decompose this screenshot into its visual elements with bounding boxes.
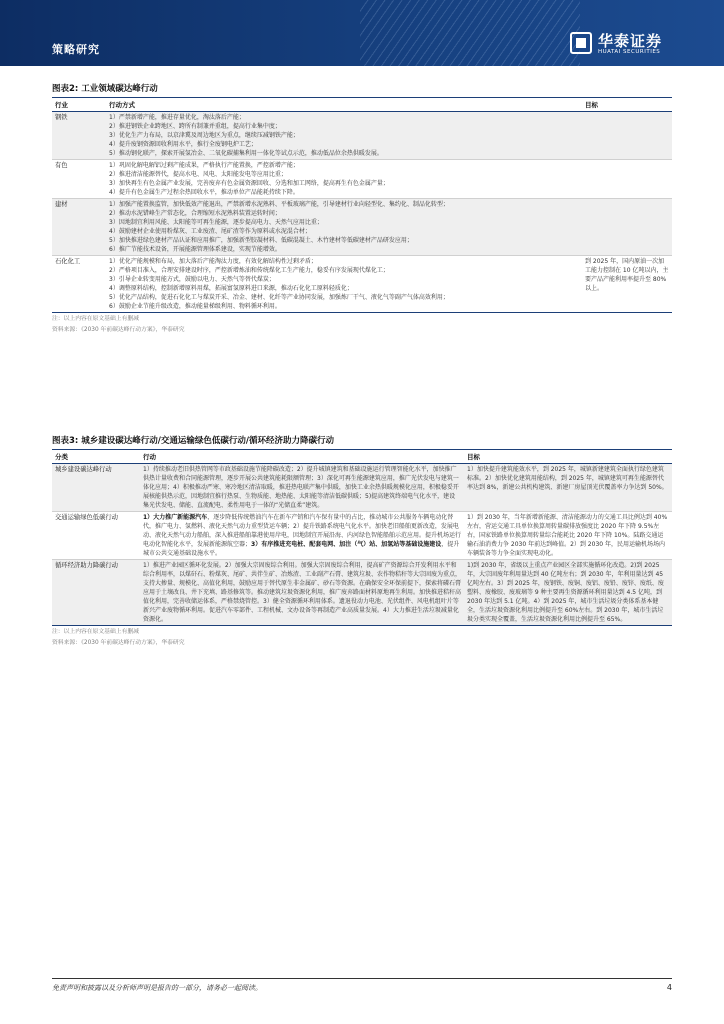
col-header-industry: 行业 xyxy=(52,98,106,112)
table-bottom-rule xyxy=(52,625,672,626)
col-header-goal: 目标 xyxy=(464,450,672,464)
goal-cell: 1）到 2030 年，当年新增新能源、清洁能源动力的交通工具比例达到 40%左右，营运交通工具单位换算周转量碳排放强度比 2020 年下降 9.5%左右，国家铁路单位换算周转量综合能耗比 2020 年下降 10%。陆路交通运输石油消费力争 2030 年前达到峰值。2）到 2030 年，民用运输机场场内车辆装备等力争全面实现电动化。 xyxy=(464,512,672,560)
goal-cell xyxy=(582,199,672,256)
figure-2-title: 图表2: 工业领域碳达峰行动 xyxy=(52,82,672,98)
action-line: 1）加强产能置换监管，加快低效产能退出，严禁新增水泥熟料、平板玻璃产能，引导建材行业向轻型化、集约化、制品化转型； xyxy=(109,201,449,208)
action-text: ，逐步降低传统燃油汽车在新车产销和汽车保有量中的占比，推动城市公共服务车辆电动化替代，推广电力、氢燃料、液化天然气动力重型货运车辆；2）提升铁路系统电气化水平。加快老旧船舶更新改造，发展电动、液化天然气动力船舶，深入推进船舶靠港使用岸电，因地制宜开展沿海、内河绿色智能船舶示范应用。提升机场运行电动化智能化水平，发展新能源航空器； xyxy=(143,514,462,548)
col-header-goal: 目标 xyxy=(582,98,672,112)
col-header-action: 行动方式 xyxy=(106,98,582,112)
action-line: 4）提升废钢资源回收利用水平，推行全废钢电炉工艺； xyxy=(109,141,257,148)
action-line: 3）引导企业转变用能方式，鼓励以电力、天然气等替代煤炭； xyxy=(109,276,275,283)
figure-2-table xyxy=(52,98,672,312)
action-bold-text: 3）有序推进充电桩、配套电网、加注（气）站、加氢站等基础设施建设 xyxy=(251,541,442,548)
header-decoration xyxy=(360,0,580,66)
action-line: 1）巩固化解电解铝过剩产能成果，严格执行产能置换，严控新增产能； xyxy=(109,162,299,169)
goal-cell: 到 2025 年，国内原油一次加工能力控制在 10 亿吨以内，主要产品产能利用率提升至 80%以上。 xyxy=(585,258,669,292)
action-line: 5）推动钢化联产，探索开展氢冶金、二氧化碳捕集利用一体化等试点示范，推动低品位余热供暖发展。 xyxy=(109,150,383,157)
action-cell xyxy=(106,160,582,199)
action-line: 4）调整原料结构，控制新增原料用煤，拓展富氢原料进口来源，推动石化化工原料轻质化； xyxy=(109,285,353,292)
action-cell xyxy=(140,512,464,560)
figure-2 xyxy=(52,82,672,336)
page-number: 4 xyxy=(666,983,672,992)
action-line: 2）推进钢铁企业跨地区、跨所有制兼并重组，提高行业集中度； xyxy=(109,123,281,130)
action-cell: 1）推进产业园区循环化发展。2）加强大宗固废综合利用。加强大宗固废综合利用，提高矿产资源综合开发利用水平和综合利用率，以煤矸石、粉煤灰、尾矿、共伴生矿、冶炼渣、工业副产石膏、建筑垃圾、农作物秸秆等大宗固废为重点，支持大掺量、规模化、高值化利用，鼓励应用于替代原生非金属矿、砂石等资源。在确保安全环保前提下，探索将磷石膏应用于土壤改良、井下充填、路基修筑等。推动建筑垃圾资源化利用，推广废弃路面材料原地再生利用。加快推进秸秆高值化利用，完善收储运体系，严格禁烧管控。3）健全资源循环利用体系。遗退役动力电池、光伏组件、风电机组叶片等新兴产业废物循环利用。促进汽车零部件、工程机械、文办设备等再制造产业高质量发展。4）大力推进生活垃圾减量化资源化。 xyxy=(140,560,464,626)
action-line: 3）优化生产力布局，以京津冀及周边地区为重点，继续压减钢铁产能； xyxy=(109,132,299,139)
action-cell xyxy=(106,112,582,160)
goal-cell: 1）加快提升建筑能效水平，到 2025 年，城镇新建建筑全面执行绿色建筑标准。2）加快优化建筑用能结构，到 2025 年，城镇建筑可再生能源替代率达到 8%，新建公共机构建筑、新建厂房屋顶光伏覆盖率力争达到 50%。 xyxy=(464,464,672,512)
figure-2-source: 资料来源：《2030 年前碳达峰行动方案》，华泰研究 xyxy=(52,327,185,334)
section-title: 策略研究 xyxy=(52,43,100,56)
goal-cell xyxy=(582,112,672,160)
table-row xyxy=(52,112,672,160)
category-cell: 建材 xyxy=(52,199,106,256)
action-cell xyxy=(106,199,582,256)
action-line: 2）推动水泥错峰生产常态化，合理缩短水泥熟料装置运转时间； xyxy=(109,210,281,217)
action-text: ，提升城市公共交通基础设施水平。 xyxy=(143,541,460,557)
category-cell: 交通运输绿色低碳行动 xyxy=(52,512,140,560)
figure-3 xyxy=(52,434,672,649)
category-cell: 有色 xyxy=(52,160,106,199)
action-line: 3）因地制宜利用风能、太阳能等可再生能源，逐步提高电力、天然气应用比重； xyxy=(109,219,323,226)
disclaimer-text: 免责声明和披露以及分析师声明是报告的一部分，请务必一起阅读。 xyxy=(52,984,262,992)
action-line: 1）严禁新增产能，推进存量优化，淘汰落后产能； xyxy=(109,114,245,121)
goal-cell: 1)到 2030 年，省级以上重点产业园区全部实施循环化改造。2)到 2025 年，大宗固废年利用量达到 40 亿吨左右；到 2030 年，年利用量达到 45 亿吨左右。3）到 2025 年，废钢铁、废铜、废铝、废铅、废锌、废纸、废塑料、废橡胶、废玻璃等 9 种主要再生资源循环利用量达到 4.5 亿吨，到 2030 年达到 5.1 亿吨。4）到 2025 年，城市生活垃圾分类体系基本健全，生活垃圾资源化利用比例提升至 60%左右。到 2030 年，城市生活垃圾分类实现全覆盖，生活垃圾资源化利用比例提升至 65%。 xyxy=(464,560,672,626)
figure-3-source: 资料来源：《2030 年前碳达峰行动方案》，华泰研究 xyxy=(52,640,185,647)
table-row xyxy=(52,464,672,512)
action-line: 3）加快再生有色金属产业发展，完善废弃有色金属资源回收、分选和加工网络，提高再生有色金属产量； xyxy=(109,180,389,187)
category-cell: 循环经济助力降碳行动 xyxy=(52,560,140,626)
figure-2-note: 注：以上内容在原文基础上有删减 xyxy=(52,316,139,322)
table-row xyxy=(52,199,672,256)
figure-3-table xyxy=(52,450,672,625)
figure-3-note: 注：以上内容在原文基础上有删减 xyxy=(52,629,139,635)
table-bottom-rule xyxy=(52,312,672,313)
table-header-row xyxy=(52,450,672,464)
action-cell: 1）持续推动老旧供热管网等市政基础设施节能降碳改造；2）提升城镇建筑和基础设施运行管理智能化水平，加快推广供热计量收费和合同能源管理，逐步开展公共建筑能耗限额管理；3）深化可再生能源建筑应用，推广光伏发电与建筑一体化应用；4）积极推动严寒、寒冷地区清洁取暖，推进热电联产集中供暖，加快工业余热供暖规模化应用，积极稳妥开展核能供热示范，因地制宜推行热泵、生物质能、地热能、太阳能等清洁低碳供暖；5)提高建筑终端电气化水平，建设集光伏发电、储能、直流配电、柔性用电于一体的“光储直柔”建筑。 xyxy=(140,464,464,512)
table-row xyxy=(52,512,672,560)
huatai-logo xyxy=(570,30,690,60)
goal-cell xyxy=(582,160,672,199)
action-cell xyxy=(106,256,582,313)
page-header xyxy=(0,0,724,66)
action-bold-text: 1）大力推广新能源汽车 xyxy=(143,514,208,521)
action-line: 5）加快推进绿色建材产品认证和应用推广，加强新型胶凝材料、低碳混凝土、木竹建材等低碳建材产品研发应用； xyxy=(109,237,413,244)
table-row xyxy=(52,160,672,199)
category-cell: 石化化工 xyxy=(55,258,81,265)
table-row xyxy=(52,560,672,626)
col-header-category: 分类 xyxy=(52,450,140,464)
figure-3-title: 图表3: 城乡建设碳达峰行动/交通运输绿色低碳行动/循环经济助力降碳行动 xyxy=(52,434,672,450)
action-line: 6）推广节能技术设备，开展能源管理体系建设，实现节能增效。 xyxy=(109,246,281,253)
action-line: 2）严格项目准入，合理安排建设时序，严控新增炼油和传统煤化工生产能力，稳妥有序发展现代煤化工； xyxy=(109,267,389,274)
table-row xyxy=(52,256,672,313)
action-line: 4）鼓励建材企业使用粉煤灰、工业废渣、尾矿渣等作为原料或水泥混合材； xyxy=(109,228,311,235)
action-line: 2）推进清洁能源替代，提高水电、风电、太阳能发电等应用比重； xyxy=(109,171,287,178)
category-cell: 城乡建设碳达峰行动 xyxy=(52,464,140,512)
action-line: 1）优化产能规模和布局，加大落后产能淘汰力度，有效化解结构性过剩矛盾； xyxy=(109,258,317,265)
action-line: 6）鼓励企业节能升级改造，推动能量梯级利用、物料循环利用。 xyxy=(109,303,281,310)
category-cell: 钢铁 xyxy=(52,112,106,160)
action-line: 5）优化产品结构，促进石化化工与煤炭开采、冶金、建材、化纤等产业协同发展，加强炼厂干气、液化气等副产气体高效利用； xyxy=(109,294,449,301)
page-footer xyxy=(52,978,672,993)
action-line: 4）提升有色金属生产过程余热回收水平，推动单位产品能耗持续下降。 xyxy=(109,189,299,196)
col-header-action: 行动 xyxy=(140,450,464,464)
logo-text-cn: 华泰证券 xyxy=(598,32,663,50)
logo-text-en: HUATAI SECURITIES xyxy=(598,49,661,55)
table-header-row xyxy=(52,98,672,112)
logo-icon xyxy=(570,32,592,54)
